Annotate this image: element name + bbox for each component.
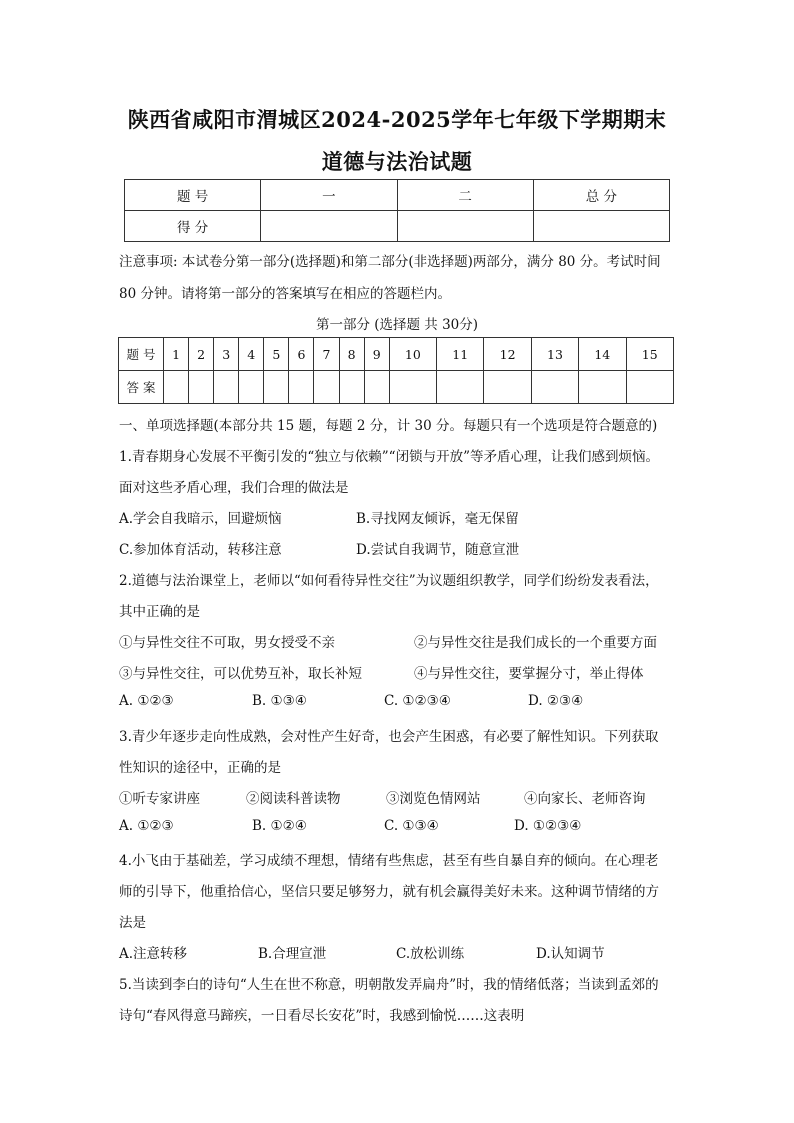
answer-number-cell: 13: [531, 338, 578, 371]
answer-blank-cell: [531, 371, 578, 404]
score-header-number: 题 号: [125, 180, 261, 211]
q5-stem-line1: 5.当读到李白的诗句“人生在世不称意，明朝散发弄扁舟”时，我的情绪低落；当读到孟郊的: [119, 977, 659, 993]
answer-table-answer-row: [119, 371, 674, 404]
q2-option-c: C. ①②③④: [384, 693, 451, 709]
score-cell-part2: [397, 211, 533, 242]
answer-number-cell: 1: [164, 338, 189, 371]
q4-stem-line1: 4.小飞由于基础差，学习成绩不理想，情绪有些焦虑，甚至有些自暴自弃的倾向。在心理老: [119, 853, 659, 869]
q1-option-c: C.参加体育活动，转移注意: [119, 542, 282, 558]
score-header-total: 总 分: [533, 180, 669, 211]
q2-option-a: A. ①②③: [119, 693, 174, 709]
answer-number-cell: 4: [239, 338, 264, 371]
q4-stem-line3: 法是: [119, 915, 146, 931]
q2-stem-line2: 其中正确的是: [119, 604, 200, 620]
q2-stem-line1: 2.道德与法治课堂上，老师以“如何看待异性交往”为议题组织教学，同学们纷纷发表看法，: [119, 573, 659, 589]
score-cell-total: [533, 211, 669, 242]
answer-blank-cell: [339, 371, 364, 404]
q1-stem-line1: 1.青春期身心发展不平衡引发的“独立与依赖”“闭锁与开放”等矛盾心理，让我们感到烦恼。: [119, 449, 659, 465]
q2-option-d: D. ②③④: [528, 693, 584, 709]
answer-row-label: 题 号: [119, 338, 164, 371]
q4-option-d: D.认知调节: [536, 946, 605, 962]
answer-number-cell: 15: [626, 338, 674, 371]
notice-line2: 80 分钟。请将第一部分的答案填写在相应的答题栏内。: [119, 286, 451, 302]
score-table: [124, 179, 670, 242]
answer-number-cell: 8: [339, 338, 364, 371]
answer-blank-cell: [289, 371, 314, 404]
q5-stem-line2: 诗句“春风得意马蹄疾，一日看尽长安花”时，我感到愉悦……这表明: [119, 1008, 525, 1024]
part1-heading: 第一部分 (选择题 共 30分): [315, 317, 479, 333]
q2-statement-4: ④与异性交往，要掌握分寸，举止得体: [414, 666, 644, 682]
q1-option-a: A.学会自我暗示，回避烦恼: [119, 511, 282, 527]
answer-label: 答 案: [119, 371, 164, 404]
answer-number-cell: 14: [579, 338, 626, 371]
answer-blank-cell: [189, 371, 214, 404]
q2-option-b: B. ①③④: [252, 693, 307, 709]
q4-stem-line2: 师的引导下，他重拾信心，坚信只要足够努力，就有机会赢得美好未来。这种调节情绪的方: [119, 884, 659, 900]
q1-option-d: D.尝试自我调节，随意宣泄: [356, 542, 520, 558]
answer-number-cell: 2: [189, 338, 214, 371]
q3-statement-4: ④向家长、老师咨询: [524, 791, 646, 807]
score-table-score-row: [125, 211, 670, 242]
q3-option-d: D. ①②③④: [514, 818, 582, 834]
answer-blank-cell: [626, 371, 674, 404]
answer-table: [118, 337, 674, 404]
score-header-part2: 二: [397, 180, 533, 211]
answer-blank-cell: [364, 371, 389, 404]
answer-table-number-row: [119, 338, 674, 371]
q2-statement-2: ②与异性交往是我们成长的一个重要方面: [414, 635, 657, 651]
q4-option-c: C.放松训练: [396, 946, 465, 962]
answer-blank-cell: [579, 371, 626, 404]
answer-blank-cell: [484, 371, 531, 404]
score-header-part1: 一: [261, 180, 397, 211]
answer-blank-cell: [164, 371, 189, 404]
answer-blank-cell: [239, 371, 264, 404]
answer-blank-cell: [264, 371, 289, 404]
answer-number-cell: 3: [214, 338, 239, 371]
answer-number-cell: 10: [389, 338, 436, 371]
q3-statement-1: ①听专家讲座: [119, 791, 200, 807]
answer-number-cell: 11: [437, 338, 484, 371]
q3-stem-line2: 性知识的途径中，正确的是: [119, 760, 281, 776]
q3-option-a: A. ①②③: [119, 818, 174, 834]
section1-instructions: 一、单项选择题(本部分共 15 题，每题 2 分，计 30 分。每题只有一个选项是符合题意的): [119, 418, 658, 434]
q2-statement-3: ③与异性交往，可以优势互补，取长补短: [119, 666, 362, 682]
answer-blank-cell: [214, 371, 239, 404]
q3-option-c: C. ①③④: [384, 818, 439, 834]
q3-option-b: B. ①②④: [252, 818, 307, 834]
q3-statement-2: ②阅读科普读物: [246, 791, 341, 807]
answer-number-cell: 9: [364, 338, 389, 371]
q4-option-b: B.合理宣泄: [258, 946, 327, 962]
q3-stem-line1: 3.青少年逐步走向性成熟，会对性产生好奇，也会产生困惑，有必要了解性知识。下列获取: [119, 729, 659, 745]
answer-blank-cell: [314, 371, 339, 404]
answer-blank-cell: [389, 371, 436, 404]
q1-option-b: B.寻找网友倾诉，毫无保留: [356, 511, 519, 527]
score-table-header-row: [125, 180, 670, 211]
score-row-label: 得 分: [125, 211, 261, 242]
exam-title-line2: 道德与法治试题: [321, 149, 473, 174]
q2-statement-1: ①与异性交往不可取，男女授受不亲: [119, 635, 335, 651]
answer-blank-cell: [437, 371, 484, 404]
answer-number-cell: 12: [484, 338, 531, 371]
answer-number-cell: 7: [314, 338, 339, 371]
q4-option-a: A.注意转移: [119, 946, 188, 962]
q3-statement-3: ③浏览色情网站: [386, 791, 481, 807]
q1-stem-line2: 面对这些矛盾心理，我们合理的做法是: [119, 480, 349, 496]
notice-line1: 注意事项: 本试卷分第一部分(选择题)和第二部分(非选择题)两部分，满分 80 分。考试时间: [119, 254, 661, 270]
answer-number-cell: 5: [264, 338, 289, 371]
answer-number-cell: 6: [289, 338, 314, 371]
score-cell-part1: [261, 211, 397, 242]
exam-title-line1: 陕西省咸阳市渭城区2024-2025学年七年级下学期期末: [127, 107, 667, 132]
